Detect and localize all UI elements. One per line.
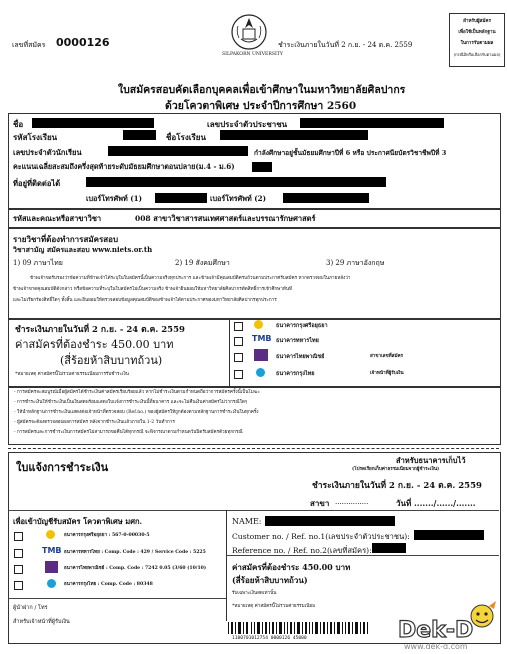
bank-checkbox-scb[interactable] <box>234 353 243 362</box>
logo-caption: SILPAKORN UNIVERSITY <box>222 52 283 57</box>
slip-title: ใบแจ้งการชำระเงิน <box>16 461 109 474</box>
instruction-4: - ผู้สมัครจะต้องตรวจสอบผลการสมัคร หลังจากชำระเงินแล้วภายใน 1-2 วันทำการ <box>14 420 175 425</box>
slip-bank-scb: ธนาคารไทยพาณิชย์ : Comp. Code : 7242 0.05 (3/60 (10/10) <box>64 566 207 571</box>
dek-d-watermark <box>396 600 504 652</box>
bank-copy-sub: (โปรดเรียกเก็บค่าธรรมเนียมจากผู้ชำระเงิน) <box>352 467 440 472</box>
home-phone-redacted <box>155 193 207 203</box>
gpa-redacted <box>252 162 272 172</box>
slip-date-label: วันที่ ......./....../....... <box>396 498 476 508</box>
application-form: เลขที่สมัคร 0000126 SILPAKORN UNIVERSITY ชำระเงินภายในวันที่ 2 ก.ย. - 24 ต.ค. 2559 สำหรับผู้สมัคร เพื่อใช้เป็นหลักฐาน ในการรับตามผล (กรณีมีหรือเลือกรับตามผล) ใบสมัครสอบคัดเลือกบุคคลเพื่อเข้าศึกษาในมหาวิทยาลัยศิลปากร ด้วยโควตาพิเศษ ประจำปีการศึกษา 2560 ชื่อ เลขประจำตัวประชาชน รหัสโรงเรียน ชื่อโรงเรียน เลขประจำตัวนักเรียน กำลังศึกษาอยู่ชั้นมัธยมศึกษาปีที่ 6 หรือ ประกาศนียบัตรวิชาชีพปีที่ 3 คะแนนเฉลี่ยสะสมถึงครึ่งสุดท้ายระดับมัธยมศึกษาตอนปลาย(ม.4 - ม.6) ที่อยู่ที่ติดต่อได้ เบอร์โทรศัพท์ (1) เบอร์โทรศัพท์ (2) รหัสและคณะหรือสาขาวิชา 008 สาขาวิชาสารสนเทศศาสตร์และบรรณารักษศาสตร์ รายวิชาที่ต้องทำการสมัครสอบ วิชาสามัญ สมัครและสอบ www.niets.or.th 1) 09 ภาษาไทย 2) 19 สังคมศึกษา 3) 29 ภาษาอังกฤษ ข้าพเจ้าขอรับรองว่าข้อความที่ข้าพเจ้าได้ระบุในใบสมัครนี้เป็นความจริงทุกประการ และข้าพเจ้ามีคุณสมบัติครบถ้วนตามประกาศรับสมัคร หากตรวจพบในภายหลังว่า ข้าพเจ้าขาดคุณสมบัติดังกล่าว หรือข้อความที่ระบุในใบสมัครไม่เป็นความจริง ข้าพเจ้ายินยอมให้มหาวิทยาลัยศิลปากรตัดสิทธิ์การเข้าศึกษาทันที และไม่เรียกร้องสิทธิ์ใดๆ ทั้งสิ้น และยินยอมให้ตรวจสอบข้อมูลคุณสมบัติของข้าพเจ้าได้ตามประกาศของมหาวิทยาลัยศิลปากรทุกประการ ชำระเงินภายในวันที่ 2 ก.ย. - 24 ต.ค. 2559 ค่าสมัครที่ต้องชำระ 450.00 บาท (สี่ร้อยห้าสิบบาทถ้วน) *หมายเหตุ ค่าสมัครนี้ไม่รวมค่าธรรมเนียมการรับชำระเงิน ธนาคารกรุงศรีอยุธยา TMB ธนาคารทหารไทย ธนาคารไทยพาณิชย์ ธนาคารกรุงไทย สาขาเลขที่สมัคร เจ้าหน้าที่ผู้รับเงิน - การสมัครจะสมบูรณ์เมื่อผู้สมัครได้ชำระเงินค่าสมัครเรียบร้อยแล้ว หากไม่ชำระเงินตามกำหนดถือว่าการสมัครครั้งนี้เป็นโมฆะ - การชำระเงินให้ชำระเงินเป็นเงินสดพร้อมแสดงใบแจ้งการชำระเงินนี้ที่ธนาคาร และจะไม่คืนเงินค่าสมัครไม่ว่ากรณีใดๆ - ให้นำหลักฐานการชำระเงินแสดงต่อเจ้าหน้าที่ตรวจสอบ (Ref.no.) ของผู้สมัครให้ถูกต้องตามหลักฐานการชำระเงินในทุกครั้ง - ผู้สมัครจะต้องตรวจสอบผลการสมัคร หลังจากชำระเงินแล้วภายใน 1-2 วันทำการ - การสมัครและการชำระเงินการสมัครไม่สามารถขอคืนได้ทุกกรณี จะพิจารณาตามกำหนดวันปิดรับสมัครด้วยทุกกรณี สำหรับธนาคารเก็บไว้ (โปรดเรียกเก็บค่าธรรมเนียมจากผู้ชำระเงิน) ใบแจ้งการชำระเงิน ชำระเงินภายในวันที่ 2 ก.ย. - 24 ต.ค. 2559 สาขา ............... วันที่ ......./....../....... เพื่อเข้าบัญชีรับสมัคร โควตาพิเศษ มศก. ธนาคารกรุงศรีอยุธยา : 567-0-00030-5 TMB ธนาคารทหารไทย : Comp. Code : 429 / Service Code : 5225 ธนาคารไทยพาณิชย์ : Comp. Code : 7242 0.05 (3/60 (10/10) ธนาคารกรุงไทย : Comp. Code : 80348 ผู้นำฝาก / โทร สำหรับเจ้าหน้าที่ผู้รับเงิน NAME: Customer no. / Ref. no.1(เลขประจำตัวประชาชน): Reference no. / Ref. no.2(เลขที่สมัคร): ค่าสมัครที่ต้องชำระ 450.00 บาท (สี่ร้อยห้าสิบบาทถ้วน) รับเฉพาะเงินสดเท่านั้น *หมายเหตุ ค่าสมัครนี้ไม่รวมค่าธรรมเนียม 1100701012754 0000126 45000 Dek-D www.dek-d.com <box>0 0 507 654</box>
payment-note: *หมายเหตุ ค่าสมัครนี้ไม่รวมค่าธรรมเนียมการรับชำระเงิน <box>15 372 129 377</box>
payment-fee-words: (สี่ร้อยห้าสิบบาทถ้วน) <box>60 354 163 367</box>
side-box-line-3: ในการรับตามผล <box>460 41 494 46</box>
bank-copy-label: สำหรับธนาคารเก็บไว้ <box>396 456 466 465</box>
slip-scb-logo-icon <box>45 561 58 573</box>
bank-checkbox-krungsri[interactable] <box>234 322 243 331</box>
watermark-url: www.dek-d.com <box>404 642 468 651</box>
payment-period: ชำระเงินภายในวันที่ 2 ก.ย. - 24 ต.ค. 2559 <box>15 325 185 335</box>
faculty-value: 008 สาขาวิชาสารสนเทศศาสตร์และบรรณารักษศาสตร์ <box>135 214 316 223</box>
slip-cash-only: รับเฉพาะเงินสดเท่านั้น <box>232 591 277 596</box>
app-no-value: 0000126 <box>56 36 110 49</box>
gpa-label: คะแนนเฉลี่ยสะสมถึงครึ่งสุดท้ายระดับมัธยมศึกษาตอนปลาย(ม.4 - ม.6) <box>13 162 235 171</box>
school-name-redacted <box>220 130 368 140</box>
slip-vertical-divider <box>226 510 227 621</box>
slip-ref2-label: Reference no. / Ref. no.2(เลขที่สมัคร): <box>232 546 372 555</box>
school-code-redacted <box>123 130 156 140</box>
tmb-logo-icon: TMB <box>252 334 272 343</box>
subject-item-3: 3) 29 ภาษาอังกฤษ <box>326 259 385 267</box>
slip-checkbox-ktb[interactable] <box>14 581 23 590</box>
name-label: ชื่อ <box>13 119 24 129</box>
slip-checkbox-tmb[interactable] <box>14 549 23 558</box>
header-payment-period: ชำระเงินภายในวันที่ 2 ก.ย. - 24 ต.ค. 2559 <box>278 41 413 49</box>
slip-ref1-label: Customer no. / Ref. no.1(เลขประจำตัวประชาชน): <box>232 532 410 541</box>
student-id-label: เลขประจำตัวนักเรียน <box>13 148 82 157</box>
instruction-3: - ให้นำหลักฐานการชำระเงินแสดงต่อเจ้าหน้าที่ตรวจสอบ (Ref.no.) ของผู้สมัครให้ถูกต้องตามหลักฐานการชำระเงินในทุกครั้ง <box>14 410 259 415</box>
side-box-line-2: เพื่อใช้เป็นหลักฐาน <box>458 30 496 35</box>
national-id-label: เลขประจำตัวประชาชน <box>207 119 288 129</box>
notice-line-1: ข้าพเจ้าขอรับรองว่าข้อความที่ข้าพเจ้าได้ระบุในใบสมัครนี้เป็นความจริงทุกประการ และข้าพเจ้ามีคุณสมบัติครบถ้วนตามประกาศรับสมัคร หากตรวจพบในภายหลังว่า <box>30 276 351 281</box>
bank-tmb: ธนาคารทหารไทย <box>276 338 319 344</box>
slip-name-label: NAME: <box>232 517 262 526</box>
bank-scb: ธนาคารไทยพาณิชย์ <box>276 354 325 360</box>
payer-label: ผู้นำฝาก / โทร <box>13 605 48 611</box>
mobile-phone-label: เบอร์โทรศัพท์ (2) <box>210 194 266 203</box>
slip-bank-tmb: ธนาคารทหารไทย : Comp. Code : 429 / Service Code : 5225 <box>64 550 206 555</box>
slip-ref2-redacted <box>372 543 406 553</box>
krungsri-logo-icon <box>254 320 263 329</box>
instruction-1: - การสมัครจะสมบูรณ์เมื่อผู้สมัครได้ชำระเงินค่าสมัครเรียบร้อยแล้ว หากไม่ชำระเงินตามกำหนดถือว่าการสมัครครั้งนี้เป็นโมฆะ <box>14 390 260 395</box>
slip-checkbox-scb[interactable] <box>14 565 23 574</box>
subjects-heading: รายวิชาที่ต้องทำการสมัครสอบ <box>13 234 119 244</box>
slip-fee: ค่าสมัครที่ต้องชำระ 450.00 บาท <box>232 562 351 572</box>
officer-label: เจ้าหน้าที่ผู้รับเงิน <box>370 371 404 376</box>
instruction-2: - การชำระเงินให้ชำระเงินเป็นเงินสดพร้อมแสดงใบแจ้งการชำระเงินนี้ที่ธนาคาร และจะไม่คืนเงินค่าสมัครไม่ว่ากรณีใดๆ <box>14 400 248 405</box>
cut-line <box>8 448 499 449</box>
school-name-label: ชื่อโรงเรียน <box>166 132 206 142</box>
slip-bank-ktb: ธนาคารกรุงไทย : Comp. Code : 80348 <box>64 582 153 587</box>
instruction-5: - การสมัครและการชำระเงินการสมัครไม่สามารถขอคืนได้ทุกกรณี จะพิจารณาตามกำหนดวันปิดรับสมัครด้วยทุกกรณี <box>14 430 243 435</box>
bank-krungsri: ธนาคารกรุงศรีอยุธยา <box>276 323 328 329</box>
slip-officer-label: สำหรับเจ้าหน้าที่ผู้รับเงิน <box>13 619 70 625</box>
name-redacted <box>32 118 154 128</box>
notice-line-2: ข้าพเจ้าขาดคุณสมบัติดังกล่าว หรือข้อความที่ระบุในใบสมัครไม่เป็นความจริง ข้าพเจ้ายินยอมให้มหาวิทยาลัยศิลปากรตัดสิทธิ์การเข้าศึกษาทันที <box>13 287 292 292</box>
student-id-redacted <box>108 146 248 156</box>
slip-note: *หมายเหตุ ค่าสมัครนี้ไม่รวมค่าธรรมเนียม <box>232 604 316 609</box>
ktb-logo-icon <box>256 368 265 377</box>
slip-fee-words: (สี่ร้อยห้าสิบบาทถ้วน) <box>232 575 308 585</box>
slip-ref1-redacted <box>414 530 484 540</box>
school-code-label: รหัสโรงเรียน <box>13 132 58 142</box>
side-box-line-4: (กรณีมีหรือเลือกรับตามผล) <box>453 52 501 57</box>
subjects-subheading: วิชาสามัญ สมัครและสอบ www.niets.or.th <box>13 245 153 254</box>
bank-ktb: ธนาคารกรุงไทย <box>276 371 315 377</box>
national-id-redacted <box>300 118 444 128</box>
slip-payment-period: ชำระเงินภายในวันที่ 2 ก.ย. - 24 ต.ค. 2559 <box>312 481 482 491</box>
slip-checkbox-krungsri[interactable] <box>14 532 23 541</box>
barcode-text: 1100701012754 0000126 45000 <box>232 636 307 641</box>
payment-fee: ค่าสมัครที่ต้องชำระ 450.00 บาท <box>15 338 174 351</box>
applicant-copy-box <box>449 13 505 67</box>
slip-branch-label: สาขา <box>310 498 330 508</box>
subject-item-2: 2) 19 สังคมศึกษา <box>175 259 230 267</box>
mobile-phone-redacted <box>283 193 369 203</box>
account-title: เพื่อเข้าบัญชีรับสมัคร โควตาพิเศษ มศก. <box>13 517 143 526</box>
bank-checkbox-tmb[interactable] <box>234 337 243 346</box>
slip-bank-krungsri: ธนาคารกรุงศรีอยุธยา : 567-0-00030-5 <box>64 533 150 538</box>
watermark-logo-text: Dek-D <box>398 618 474 643</box>
slip-ktb-logo-icon <box>47 579 56 588</box>
form-subtitle: ด้วยโควตาพิเศษ ประจำปีการศึกษา 2560 <box>165 100 357 112</box>
slip-tmb-logo-icon: TMB <box>42 546 62 555</box>
app-no-label: เลขที่สมัคร <box>12 41 46 49</box>
side-box-line-1: สำหรับผู้สมัคร <box>463 19 491 24</box>
payment-divider <box>229 318 230 386</box>
university-logo-icon <box>228 12 270 56</box>
address-label: ที่อยู่ที่ติดต่อได้ <box>13 179 61 188</box>
home-phone-label: เบอร์โทรศัพท์ (1) <box>86 194 142 203</box>
scb-logo-icon <box>254 349 268 361</box>
subject-item-1: 1) 09 ภาษาไทย <box>13 259 63 267</box>
address-redacted <box>86 177 386 187</box>
slip-krungsri-logo-icon <box>46 530 55 539</box>
notice-line-3: และไม่เรียกร้องสิทธิ์ใดๆ ทั้งสิ้น และยินยอมให้ตรวจสอบข้อมูลคุณสมบัติของข้าพเจ้าได้ตามประกาศของมหาวิทยาลัยศิลปากรทุกประการ <box>13 298 277 303</box>
bank-checkbox-ktb[interactable] <box>234 370 243 379</box>
studying-text: กำลังศึกษาอยู่ชั้นมัธยมศึกษาปีที่ 6 หรือ ประกาศนียบัตรวิชาชีพปีที่ 3 <box>254 149 447 157</box>
branch-app-label: สาขาเลขที่สมัคร <box>370 354 404 359</box>
form-title: ใบสมัครสอบคัดเลือกบุคคลเพื่อเข้าศึกษาในมหาวิทยาลัยศิลปากร <box>118 84 406 96</box>
slip-name-redacted <box>265 516 395 526</box>
slip-divider <box>8 510 499 511</box>
faculty-label: รหัสและคณะหรือสาขาวิชา <box>13 214 102 223</box>
